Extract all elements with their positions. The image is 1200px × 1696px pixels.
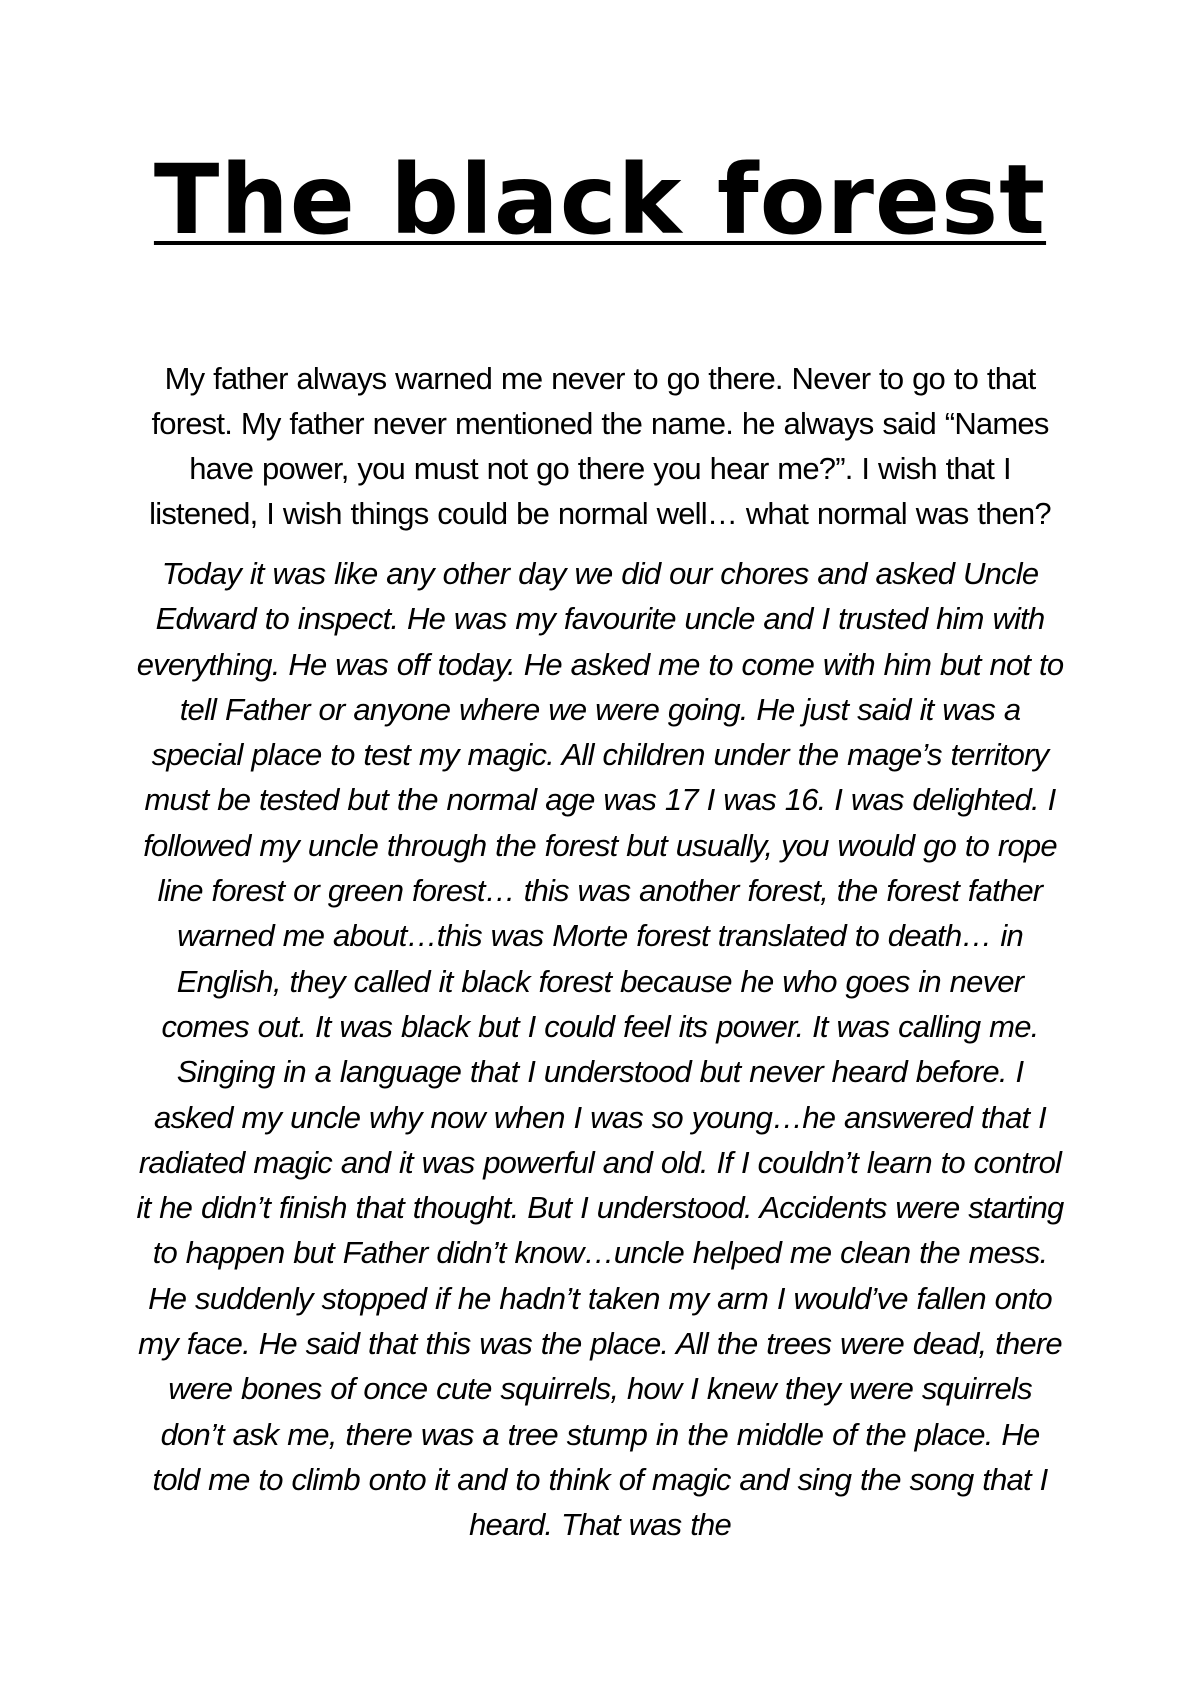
page-title [0,140,1200,260]
page-title-text: The black forest [153,144,1047,256]
story-paragraph: Today it was like any other day we did our chores and asked Uncle Edward to inspect. He was my favourite uncle and I trusted him with everything. He was off today. He asked me to come with him but not to tell Father or anyone where we were going. He just said it was a special place to test my magic. All children under the mage’s territory must be tested but the normal age was 17 I was 16. I was delighted. I followed my uncle through the forest but usually, you would go to rope line forest or green forest… this was another forest, the forest father warned me about…this was Morte forest translated to death… in English, they called it black forest because he who goes in never comes out. It was black but I could feel its power. It was calling me. Singing in a language that I understood but never heard before. I asked my uncle why now when I was so young…he answered that I radiated magic and it was powerful and old. If I couldn’t learn to control it he didn’t finish that thought. But I understood. Accidents were starting to happen but Father didn’t know…uncle helped me clean the mess. He suddenly stopped if he hadn’t taken my arm I would’ve fallen onto my face. He said that this was the place. All the trees were dead, there were bones of once cute squirrels, how I knew they were squirrels don’t ask me, there was a tree stump in the middle of the place. He told me to climb onto it and to think of magic and sing the song that I heard. That was the [136,556,1064,1543]
intro-paragraph: My father always warned me never to go there. Never to go to that forest. My father never mentioned the name. he always said “Names have power, you must not go there you hear me?”. I wish that I listened, I wish things could be normal well… what normal was then? [149,361,1051,531]
